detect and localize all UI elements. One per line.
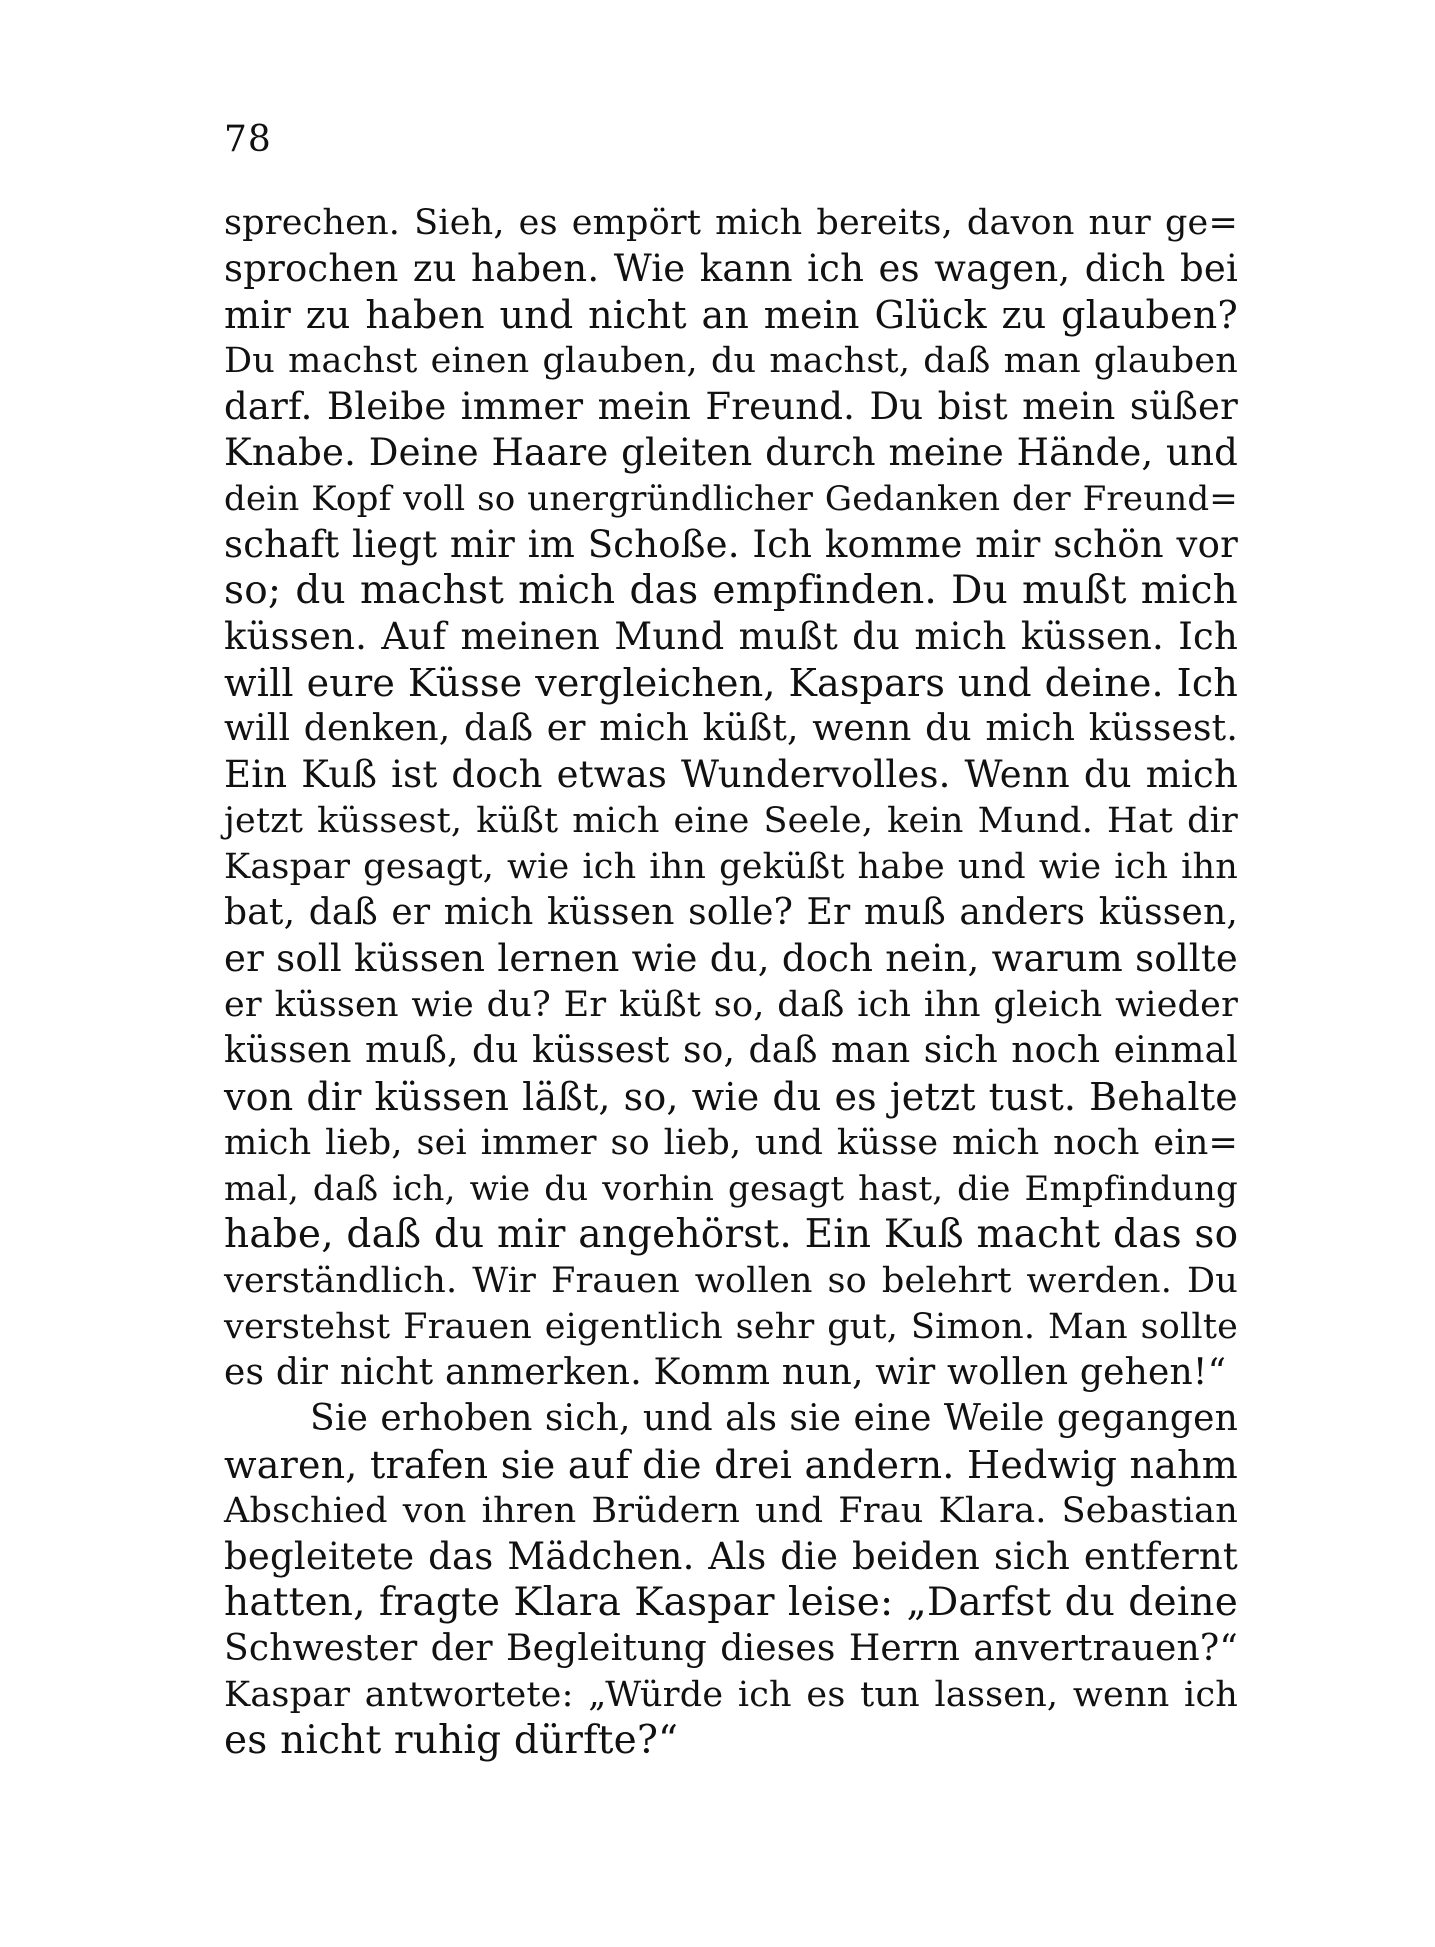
text-line: will eure Küsse vergleichen, Kaspars und deine. Ich — [224, 661, 1238, 705]
text-line: es nicht ruhig dürfte?“ — [224, 1718, 679, 1763]
text-line: Schwester der Begleitung dieses Herrn anvertrauen?“ — [224, 1628, 1238, 1669]
page-number: 78 — [224, 119, 272, 160]
body-text — [224, 200, 1238, 1764]
text-line: verstehst Frauen eigentlich sehr gut, Simon. Man sollte — [224, 1307, 1238, 1347]
text-line: Du machst einen glauben, du machst, daß man glauben — [224, 341, 1238, 381]
text-line: Abschied von ihren Brüdern und Frau Klara. Sebastian — [224, 1491, 1238, 1531]
text-line: sprochen zu haben. Wie kann ich es wagen, dich bei — [224, 247, 1238, 290]
text-line: Kaspar gesagt, wie ich ihn geküßt habe und wie ich ihn — [224, 847, 1238, 887]
text-line: darf. Bleibe immer mein Freund. Du bist mein süßer — [224, 385, 1238, 428]
text-line: verständlich. Wir Frauen wollen so belehrt werden. Du — [224, 1261, 1238, 1301]
text-line: schaft liegt mir im Schoße. Ich komme mir schön vor — [224, 523, 1238, 566]
text-line: mich lieb, sei immer so lieb, und küsse mich noch ein= — [224, 1123, 1238, 1163]
text-line: er küssen wie du? Er küßt so, daß ich ihn gleich wieder — [224, 985, 1238, 1025]
text-line: habe, daß du mir angehörst. Ein Kuß macht das so — [224, 1212, 1239, 1257]
text-line: Ein Kuß ist doch etwas Wundervolles. Wenn du mich — [224, 753, 1238, 796]
text-line: mir zu haben und nicht an mein Glück zu glauben? — [224, 293, 1238, 337]
text-line: bat, daß er mich küssen solle? Er muß anders küssen, — [224, 892, 1238, 933]
text-line: jetzt küssest, küßt mich eine Seele, kein Mund. Hat dir — [224, 801, 1238, 841]
text-line: dein Kopf voll so unergründlicher Gedanken der Freund= — [224, 479, 1238, 519]
text-line: Kaspar antwortete: „Würde ich es tun lassen, wenn ich — [224, 1675, 1238, 1715]
text-line: von dir küssen läßt, so, wie du es jetzt tust. Behalte — [224, 1075, 1238, 1119]
text-line: es dir nicht anmerken. Komm nun, wir wollen gehen!“ — [224, 1352, 1227, 1393]
text-line: begleitete das Mädchen. Als die beiden sich entfernt — [224, 1535, 1238, 1578]
text-line: waren, trafen sie auf die drei andern. Hedwig nahm — [224, 1443, 1238, 1487]
text-line: will denken, daß er mich küßt, wenn du mich küssest. — [224, 708, 1238, 749]
text-line: er soll küssen lernen wie du, doch nein, warum sollte — [224, 937, 1238, 980]
text-line: so; du machst mich das empfinden. Du mußt mich — [224, 568, 1238, 613]
text-line: küssen muß, du küssest so, daß man sich noch einmal — [224, 1030, 1238, 1071]
text-line: küssen. Auf meinen Mund mußt du mich küssen. Ich — [224, 615, 1238, 658]
text-line: Knabe. Deine Haare gleiten durch meine Hände, und — [224, 431, 1238, 474]
text-line: sprechen. Sieh, es empört mich bereits, davon nur ge= — [224, 203, 1238, 243]
text-line: Sie erhoben sich, und als sie eine Weile gegangen — [310, 1398, 1238, 1439]
text-line: hatten, fragte Klara Kaspar leise: „Darfst du deine — [224, 1580, 1238, 1625]
text-line: mal, daß ich, wie du vorhin gesagt hast, die Empfindung — [224, 1169, 1238, 1209]
